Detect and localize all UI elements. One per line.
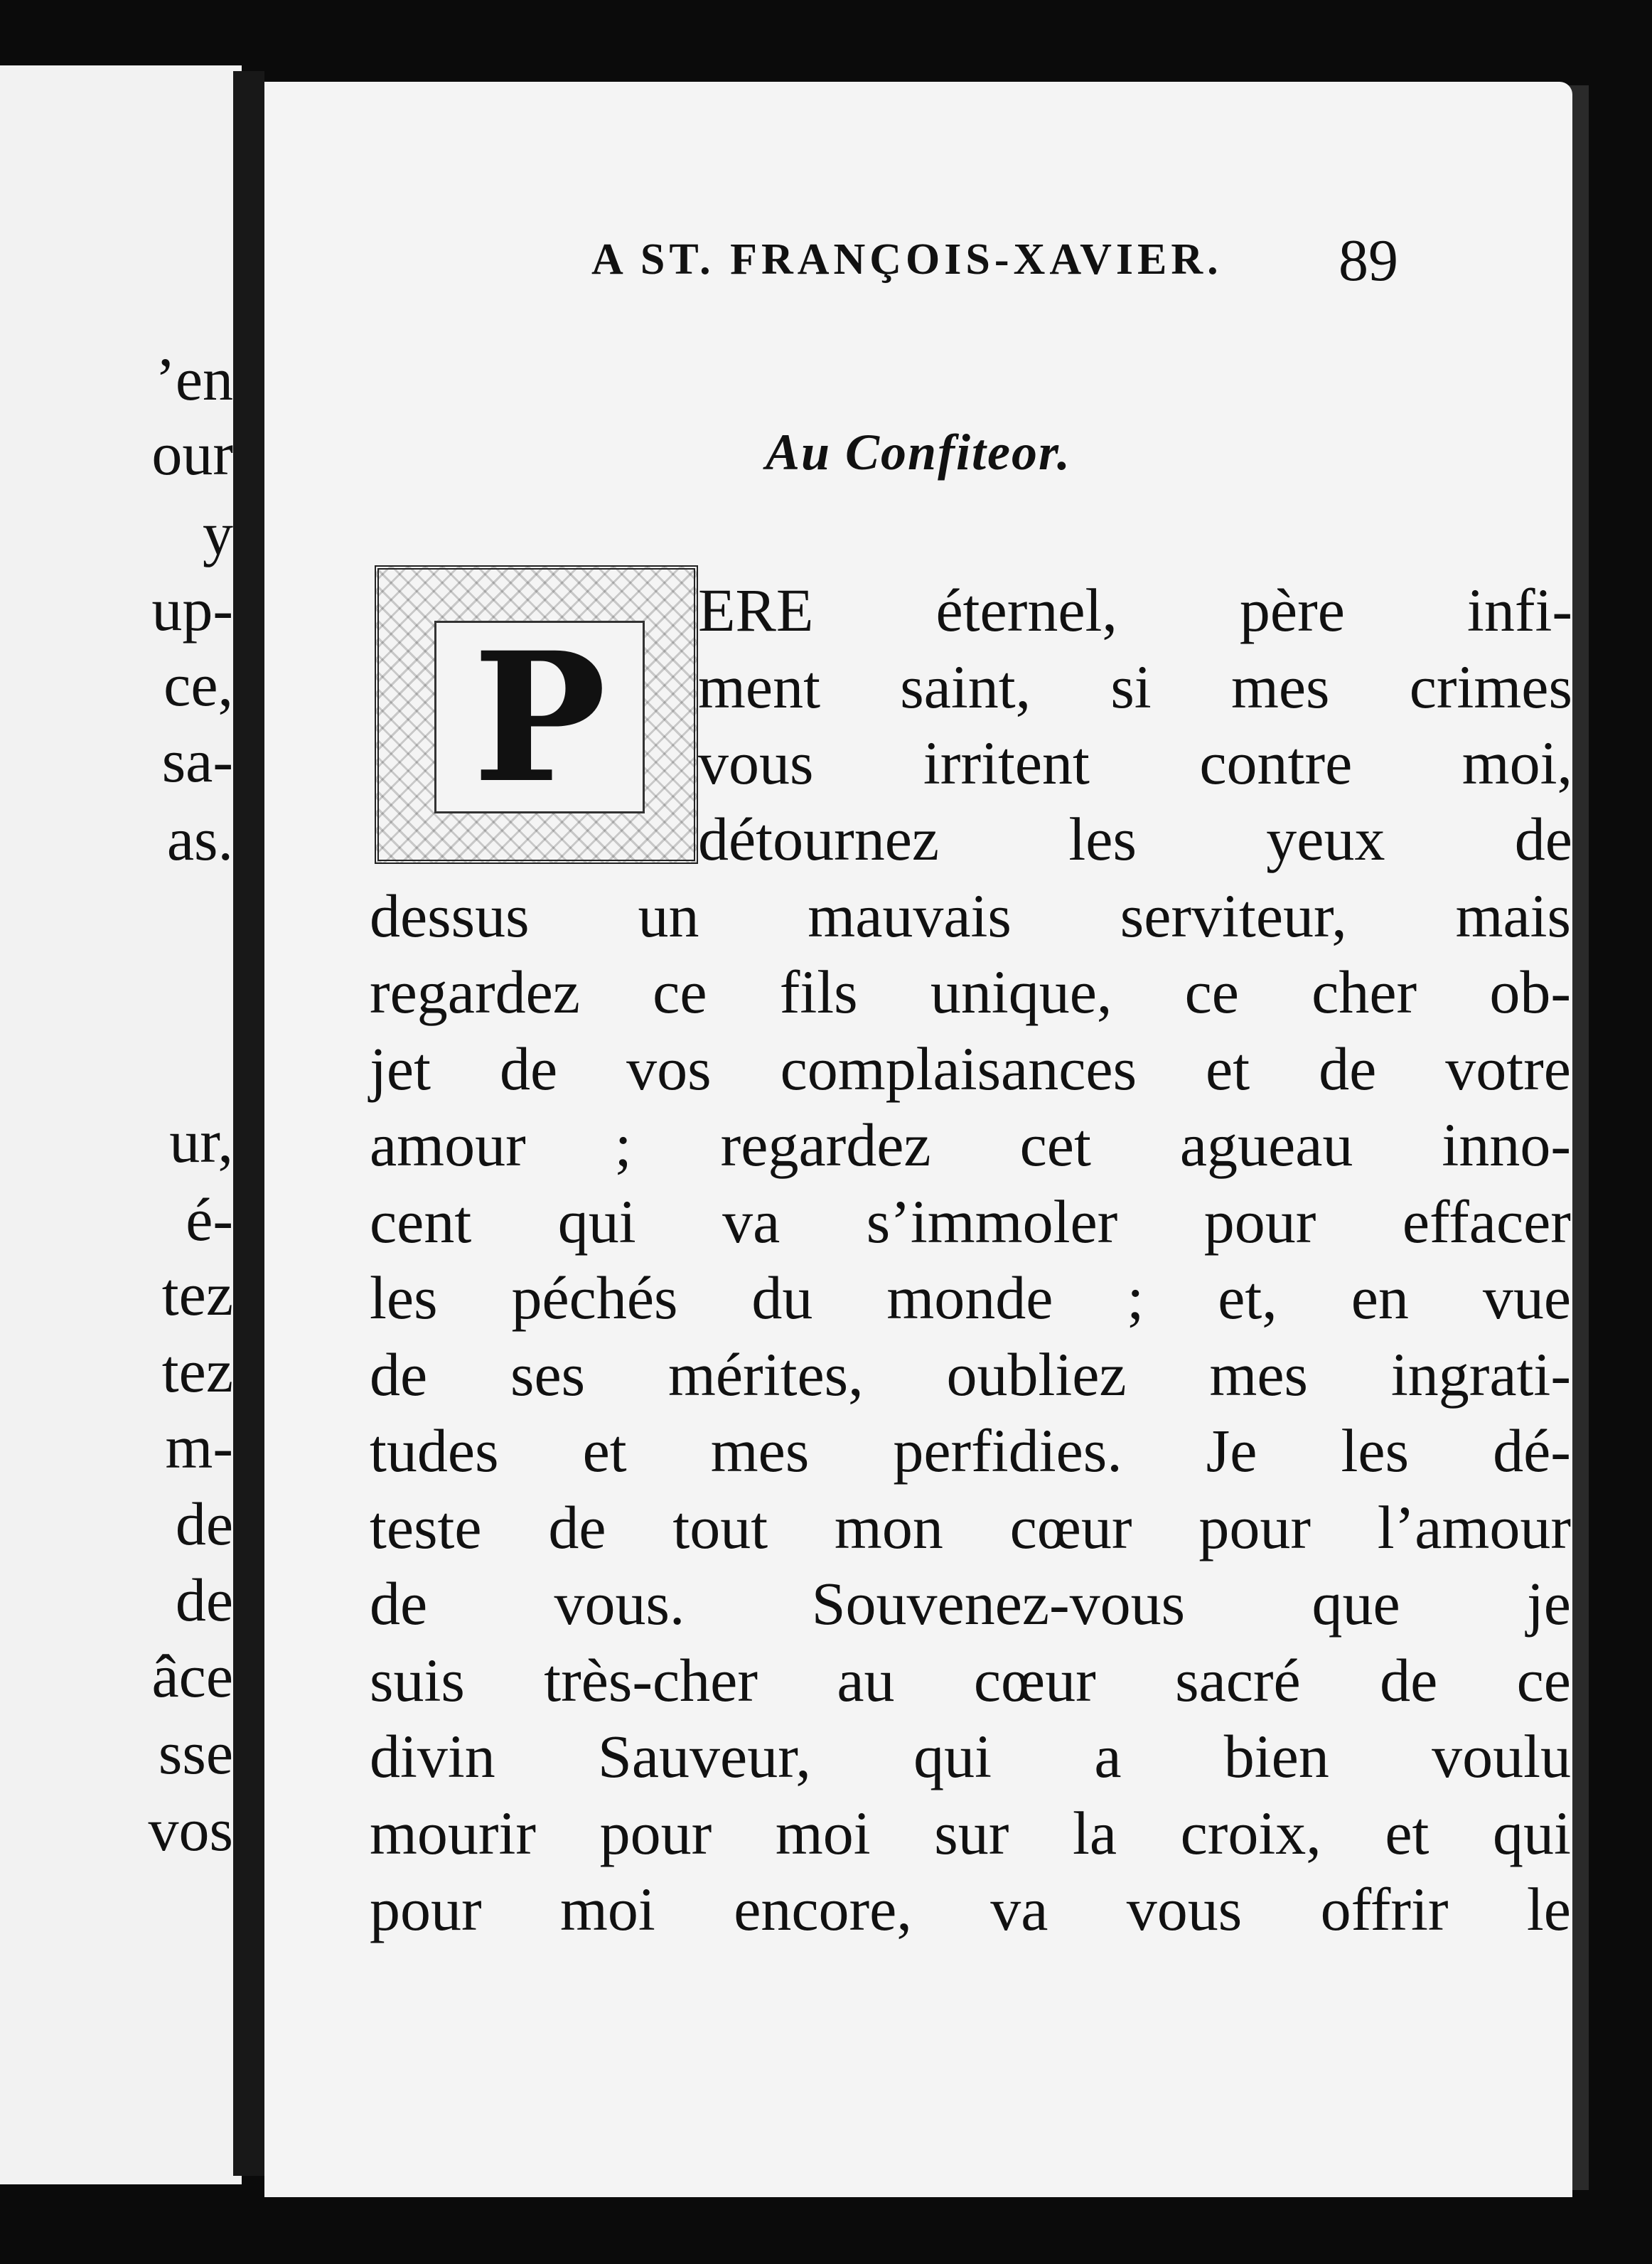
word: mon	[834, 1493, 943, 1561]
text-line	[698, 576, 1572, 644]
word: oubliez	[946, 1340, 1127, 1409]
word: crimes	[1409, 653, 1572, 721]
word: serviteur,	[1120, 882, 1347, 950]
left-page	[0, 65, 242, 2184]
word: sur	[934, 1799, 1009, 1867]
word: détournez	[698, 805, 940, 873]
left-fragment: tez	[161, 1260, 233, 1328]
text-line	[370, 1722, 1571, 1790]
ornamental-drop-cap	[375, 565, 698, 864]
word: pour	[1198, 1493, 1311, 1561]
word: un	[638, 882, 699, 950]
word: si	[1110, 653, 1152, 721]
word: ce	[1516, 1646, 1571, 1714]
left-fragment: tez	[161, 1337, 233, 1405]
left-fragment: sa-	[161, 727, 233, 795]
left-fragment: de	[175, 1490, 233, 1558]
text-line	[370, 1799, 1571, 1867]
left-fragment: m-	[165, 1413, 233, 1481]
word: inno-	[1442, 1111, 1571, 1179]
word: bien	[1223, 1722, 1329, 1790]
text-line	[370, 1340, 1571, 1409]
word: fils	[779, 958, 858, 1026]
word: dé-	[1493, 1416, 1571, 1485]
text-line	[370, 1111, 1571, 1179]
word: de	[499, 1035, 558, 1103]
left-fragment: âce	[151, 1642, 233, 1710]
word: et	[582, 1416, 627, 1485]
text-line	[370, 882, 1571, 950]
word: ses	[510, 1340, 586, 1409]
word: Sauveur,	[598, 1722, 811, 1790]
word: de	[370, 1569, 428, 1638]
word: l’amour	[1377, 1493, 1571, 1561]
word: ce	[653, 958, 707, 1026]
word: pour	[599, 1799, 712, 1867]
word: monde	[886, 1264, 1053, 1332]
text-line	[370, 1187, 1571, 1256]
text-line	[370, 1264, 1571, 1332]
section-title: Au Confiteor.	[765, 424, 1072, 481]
word: très-cher	[544, 1646, 758, 1714]
word: au	[837, 1646, 895, 1714]
left-fragment: sse	[158, 1719, 233, 1787]
word: que	[1312, 1569, 1400, 1638]
left-fragment: ’en	[155, 345, 233, 413]
word: suis	[370, 1646, 465, 1714]
word: péchés	[511, 1264, 678, 1332]
word: complaisances	[780, 1035, 1137, 1103]
left-fragment: ce,	[163, 651, 233, 719]
word: regardez	[370, 958, 580, 1026]
word: vous	[698, 729, 814, 797]
left-fragment: ur,	[169, 1107, 233, 1175]
right-page	[264, 82, 1572, 2197]
word: unique,	[930, 958, 1112, 1026]
word: les	[1341, 1416, 1410, 1485]
word: cœur	[1009, 1493, 1132, 1561]
page-number: 89	[1339, 228, 1398, 294]
left-fragment: as.	[166, 805, 233, 873]
word: regardez	[720, 1111, 931, 1179]
word: éternel,	[935, 576, 1117, 644]
word: amour	[370, 1111, 526, 1179]
text-line	[370, 1875, 1571, 1943]
word: et	[1206, 1035, 1250, 1103]
word: pour	[370, 1875, 482, 1943]
word: cent	[370, 1187, 472, 1256]
word: et	[1385, 1799, 1430, 1867]
word: perfidies.	[893, 1416, 1122, 1485]
word: sacré	[1175, 1646, 1301, 1714]
running-head-title: A ST. FRANÇOIS-XAVIER.	[591, 235, 1223, 284]
left-fragment: up-	[151, 575, 233, 644]
word: de	[1380, 1646, 1438, 1714]
word: votre	[1445, 1035, 1571, 1103]
word: pour	[1203, 1187, 1316, 1256]
left-fragment: our	[151, 420, 233, 488]
book-gutter	[233, 71, 264, 2176]
word: tudes	[370, 1416, 499, 1485]
word: le	[1526, 1875, 1571, 1943]
text-line	[370, 1416, 1571, 1485]
left-fragment: vos	[148, 1795, 233, 1864]
word: va	[722, 1187, 781, 1256]
word: de	[1514, 805, 1572, 873]
word: mauvais	[808, 882, 1012, 950]
word: saint,	[900, 653, 1031, 721]
word: de	[370, 1340, 428, 1409]
word: vue	[1482, 1264, 1571, 1332]
word: vos	[626, 1035, 712, 1103]
left-fragment: de	[175, 1566, 233, 1634]
text-line	[370, 958, 1571, 1026]
word: croix,	[1180, 1799, 1321, 1867]
word: qui	[1493, 1799, 1571, 1867]
left-page-text-fragments	[0, 65, 242, 2184]
running-head	[264, 228, 1572, 313]
word: cher	[1312, 958, 1417, 1026]
drop-cap-frame	[434, 612, 645, 822]
word: irritent	[923, 729, 1090, 797]
word: vous	[1126, 1875, 1243, 1943]
word: infi-	[1466, 576, 1572, 644]
word: la	[1072, 1799, 1117, 1867]
text-line	[370, 1035, 1571, 1103]
word: s’immoler	[866, 1187, 1118, 1256]
word: agueau	[1179, 1111, 1353, 1179]
text-line	[698, 805, 1572, 873]
word: moi,	[1461, 729, 1572, 797]
word: et,	[1218, 1264, 1277, 1332]
word: mes	[1230, 653, 1330, 721]
word: mais	[1455, 882, 1571, 950]
left-fragment: y	[203, 499, 233, 567]
word: mes	[1209, 1340, 1308, 1409]
text-line	[698, 729, 1572, 797]
word: yeux	[1266, 805, 1385, 873]
word: ingrati-	[1390, 1340, 1571, 1409]
word: ment	[698, 653, 820, 721]
drop-cap-letter: P	[473, 612, 606, 822]
word: ob-	[1489, 958, 1571, 1026]
word: effacer	[1402, 1187, 1571, 1256]
word: contre	[1199, 729, 1353, 797]
word: cet	[1019, 1111, 1091, 1179]
word: vous.	[554, 1569, 685, 1638]
word: a	[1094, 1722, 1122, 1790]
word: cœur	[973, 1646, 1096, 1714]
text-line	[370, 1646, 1571, 1714]
word: mes	[710, 1416, 810, 1485]
word: de	[548, 1493, 606, 1561]
word: mérites,	[667, 1340, 864, 1409]
word: moi	[775, 1799, 871, 1867]
word: jet	[370, 1035, 431, 1103]
word: ;	[614, 1111, 632, 1179]
word: moi	[560, 1875, 655, 1943]
word: ;	[1127, 1264, 1144, 1332]
word: je	[1526, 1569, 1571, 1638]
word: mourir	[370, 1799, 537, 1867]
text-line	[698, 653, 1572, 721]
word: dessus	[370, 882, 530, 950]
word: va	[990, 1875, 1048, 1943]
word: du	[751, 1264, 813, 1332]
word: qui	[913, 1722, 992, 1790]
word: Souvenez-vous	[811, 1569, 1186, 1638]
word: divin	[370, 1722, 495, 1790]
word: ERE	[698, 576, 814, 644]
word: ce	[1184, 958, 1239, 1026]
word: père	[1239, 576, 1345, 644]
left-fragment: é-	[186, 1185, 233, 1254]
word: tout	[672, 1493, 768, 1561]
text-line	[370, 1493, 1571, 1561]
word: voulu	[1432, 1722, 1571, 1790]
word: en	[1351, 1264, 1409, 1332]
word: les	[1068, 805, 1137, 873]
word: de	[1319, 1035, 1377, 1103]
word: teste	[370, 1493, 482, 1561]
word: les	[370, 1264, 438, 1332]
word: offrir	[1320, 1875, 1449, 1943]
word: encore,	[734, 1875, 912, 1943]
word: qui	[557, 1187, 636, 1256]
text-line	[370, 1569, 1571, 1638]
word: Je	[1206, 1416, 1257, 1485]
